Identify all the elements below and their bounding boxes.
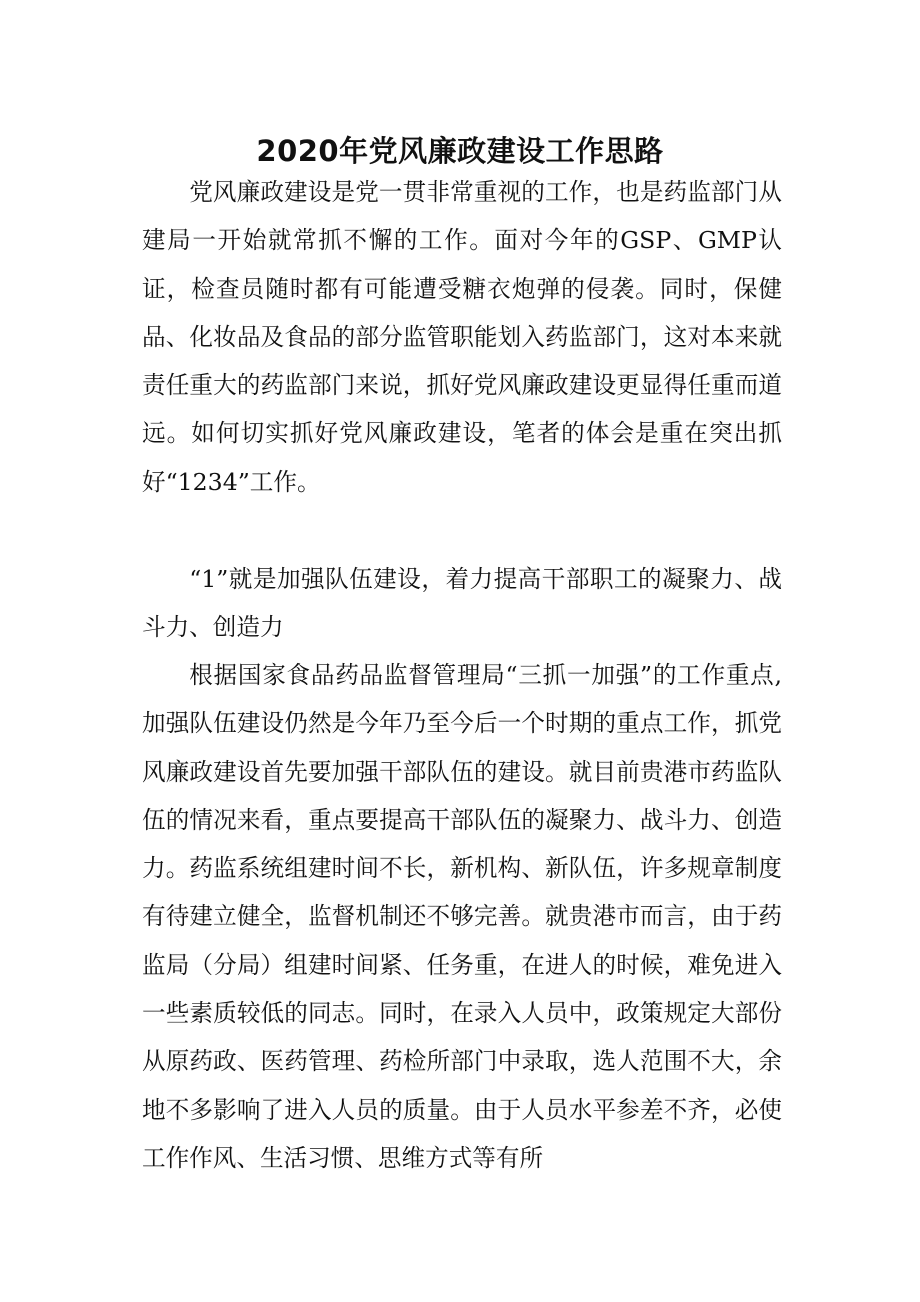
document-title: 2020年党风廉政建设工作思路 (256, 134, 664, 169)
paragraph-intro: 党风廉政建设是党一贯非常重视的工作，也是药监部门从建局一开始就常抓不懈的工作。面对今年的GSP、GMP认证，检查员随时都有可能遭受糖衣炮弹的侵袭。同时，保健品、化妆品及食品的部分监管职能划入药监部门，这对本来就责任重大的药监部门来说，抓好党风廉政建设更显得任重而道远。如何切实抓好党风廉政建设，笔者的体会是重在突出抓好“1234”工作。 (142, 178, 782, 496)
paragraph-body: 根据国家食品药品监督管理局“三抓一加强”的工作重点,加强队伍建设仍然是今年乃至今后一个时期的重点工作，抓党风廉政建设首先要加强干部队伍的建设。就目前贵港市药监队伍的情况来看，重点要提高干部队伍的凝聚力、战斗力、创造力。药监系统组建时间不长，新机构、新队伍，许多规章制度有待建立健全，监督机制还不够完善。就贵港市而言，由于药监局（分局）组建时间紧、任务重，在进人的时候，难免进入一些素质较低的同志。同时，在录入人员中，政策规定大部份从原药政、医药管理、药检所部门中录取，选人范围不大，余地不多影响了进入人员的质量。由于人员水平参差不齐，必使工作作风、生活习惯、思维方式等有所 (142, 661, 782, 1172)
paragraph-section-heading: “1”就是加强队伍建设，着力提高干部职工的凝聚力、战斗力、创造力 (142, 565, 782, 642)
